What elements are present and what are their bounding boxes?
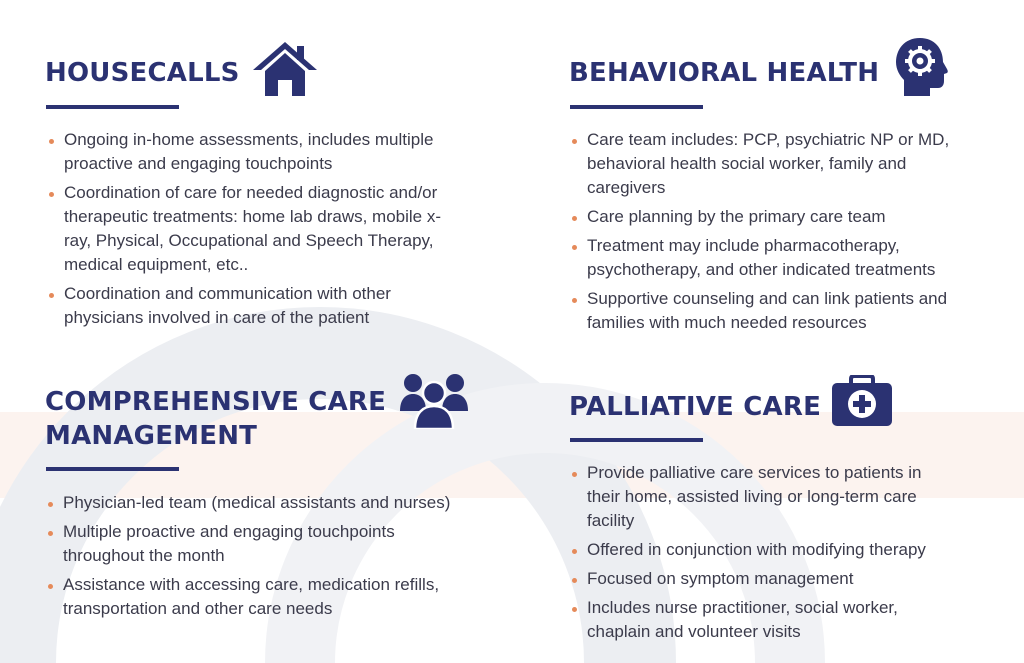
people-group-icon: [399, 371, 469, 429]
section-title: HOUSECALLS: [45, 58, 240, 88]
list-item: Coordination of care for needed diagnostic and/or therapeutic treatments: home lab draws, mobile x-ray, Physical, Occupational and Speech Therapy, medical equipment, etc..: [47, 181, 447, 277]
section-palliative-care: [569, 390, 989, 650]
bullet-list: [570, 128, 955, 340]
heading-underline: [570, 438, 703, 442]
heading-underline: [46, 105, 179, 109]
heading-underline: [570, 105, 703, 109]
house-icon: [251, 40, 319, 98]
bullet-list: [570, 461, 970, 649]
head-gear-icon: [892, 36, 948, 98]
list-item: Supportive counseling and can link patients and families with much needed resources: [570, 287, 955, 335]
list-item: Coordination and communication with other physicians involved in care of the patient: [47, 282, 447, 330]
list-item: Care team includes: PCP, psychiatric NP or MD, behavioral health social worker, family and caregivers: [570, 128, 955, 200]
bullet-list: [47, 128, 447, 335]
list-item: Provide palliative care services to patients in their home, assisted living or long-term care facility: [570, 461, 957, 533]
bullet-list: [46, 491, 476, 626]
list-item: Multiple proactive and engaging touchpoints throughout the month: [46, 520, 453, 568]
list-item: Offered in conjunction with modifying therapy: [570, 538, 970, 562]
list-item: Focused on symptom management: [570, 567, 970, 591]
section-title: COMPREHENSIVE CARE MANAGEMENT: [45, 387, 387, 451]
section-title: BEHAVIORAL HEALTH: [569, 58, 880, 88]
section-behavioral-health: [569, 56, 989, 356]
section-title: PALLIATIVE CARE: [569, 392, 822, 422]
section-comprehensive-care-management: [45, 385, 495, 635]
list-item: Ongoing in-home assessments, includes multiple proactive and engaging touchpoints: [47, 128, 447, 176]
list-item: Assistance with accessing care, medication refills, transportation and other care needs: [46, 573, 473, 621]
list-item: Care planning by the primary care team: [570, 205, 955, 229]
heading-underline: [46, 467, 179, 471]
list-item: Includes nurse practitioner, social worker, chaplain and volunteer visits: [570, 596, 957, 644]
section-housecalls: [45, 56, 485, 346]
list-item: Physician-led team (medical assistants and nurses): [46, 491, 476, 515]
list-item: Treatment may include pharmacotherapy, psychotherapy, and other indicated treatments: [570, 234, 955, 282]
medical-kit-icon: [831, 375, 893, 427]
